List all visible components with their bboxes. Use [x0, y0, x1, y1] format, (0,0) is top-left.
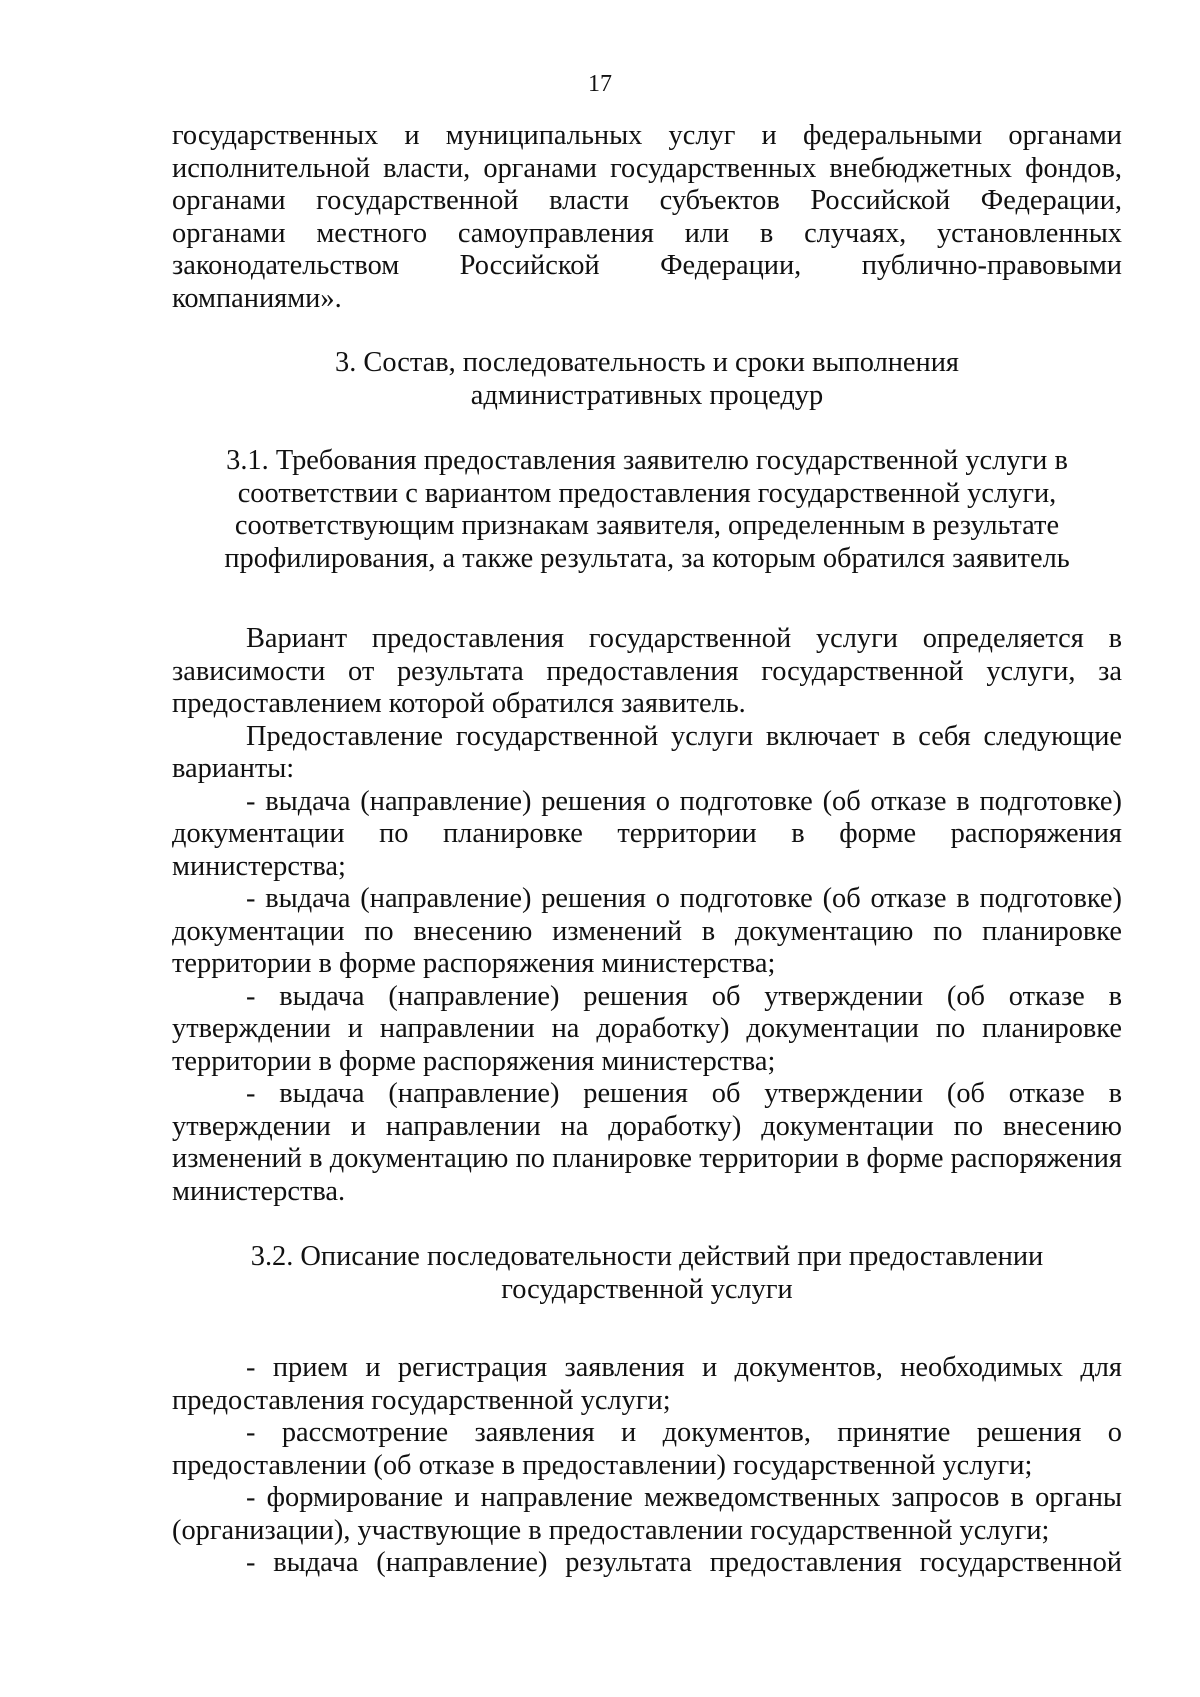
heading-line: соответствующим признакам заявителя, определенным в результате — [234, 510, 1060, 541]
text-line: - выдача (направление) решения о подготовке (об отказе в подготовке) — [246, 883, 1122, 914]
text-line: - прием и регистрация заявления и документов, необходимых для — [246, 1352, 1122, 1383]
heading-line: 3.2. Описание последовательности действий при предоставлении — [250, 1241, 1044, 1272]
list-item — [172, 883, 1122, 981]
list-item — [172, 981, 1122, 1079]
list-item — [172, 1417, 1122, 1482]
text-line: - рассмотрение заявления и документов, принятие решения о — [246, 1417, 1122, 1448]
text-line: - выдача (направление) результата предоставления государственной — [246, 1547, 1122, 1578]
text-line: министерства; — [172, 850, 346, 882]
text-line: исполнительной власти, органами государственных внебюджетных фондов, — [172, 152, 1122, 184]
heading-line: 3. Состав, последовательность и сроки выполнения — [335, 347, 959, 378]
page-number: 17 — [588, 71, 612, 97]
text-line: предоставлением которой обратился заявитель. — [172, 688, 746, 719]
text-line: органами государственной власти субъектов Российской Федерации, — [172, 185, 1122, 216]
section-3-heading — [172, 347, 1122, 412]
text-line: территории в форме распоряжения министерства; — [172, 1045, 776, 1077]
list-item — [172, 786, 1122, 884]
intro-paragraph — [172, 120, 1122, 315]
text-line: - выдача (направление) решения об утверждении (об отказе в — [246, 1078, 1122, 1109]
text-line: территории в форме распоряжения министерства; — [172, 948, 776, 979]
heading-line: государственной услуги — [501, 1273, 793, 1305]
variant-paragraph — [172, 623, 1122, 721]
text-line: государственных и муниципальных услуг и федеральными органами — [172, 120, 1122, 151]
text-line: варианты: — [172, 753, 295, 784]
text-line: - выдача (направление) решения об утверждении (об отказе в — [246, 980, 1122, 1012]
text-line: (организации), участвующие в предоставлении государственной услуги; — [172, 1514, 1050, 1546]
heading-line: административных процедур — [470, 379, 824, 411]
text-line: органами местного самоуправления или в случаях, установленных — [172, 217, 1122, 249]
document-body — [172, 120, 1122, 1580]
text-line: предоставлении (об отказе в предоставлении) государственной услуги; — [172, 1449, 1033, 1481]
text-line: зависимости от результата предоставления государственной услуги, за — [172, 655, 1122, 687]
text-line: документации по внесению изменений в документацию по планировке — [172, 915, 1122, 947]
text-line: министерства. — [172, 1175, 346, 1207]
text-line: документации по планировке территории в форме распоряжения — [172, 818, 1122, 849]
heading-line: профилирования, а также результата, за которым обратился заявитель — [224, 542, 1070, 574]
list-item — [172, 1547, 1122, 1580]
variants-list — [172, 786, 1122, 1209]
text-line: изменений в документацию по планировке территории в форме распоряжения — [172, 1143, 1122, 1174]
text-line: - выдача (направление) решения о подготовке (об отказе в подготовке) — [246, 785, 1122, 817]
text-line: Вариант предоставления государственной услуги определяется в — [246, 623, 1122, 654]
heading-line: 3.1. Требования предоставления заявителю государственной услуги в — [226, 445, 1068, 476]
section-3-2-heading — [172, 1241, 1122, 1306]
variants-intro-paragraph — [172, 721, 1122, 786]
text-line: утверждении и направлении на доработку) документации по внесению — [172, 1110, 1122, 1142]
text-line: законодательством Российской Федерации, публично-правовыми — [172, 250, 1122, 281]
list-item — [172, 1482, 1122, 1547]
list-item — [172, 1352, 1122, 1417]
text-line: Предоставление государственной услуги включает в себя следующие — [246, 720, 1122, 752]
text-line: компаниями». — [172, 282, 342, 314]
text-line: предоставления государственной услуги; — [172, 1384, 671, 1416]
text-line: утверждении и направлении на доработку) документации по планировке — [172, 1013, 1122, 1044]
text-line: - формирование и направление межведомственных запросов в органы — [246, 1482, 1122, 1513]
list-item — [172, 1078, 1122, 1208]
steps-list — [172, 1352, 1122, 1580]
heading-line: соответствии с вариантом предоставления государственной услуги, — [237, 477, 1057, 509]
section-3-1-heading — [172, 445, 1122, 575]
